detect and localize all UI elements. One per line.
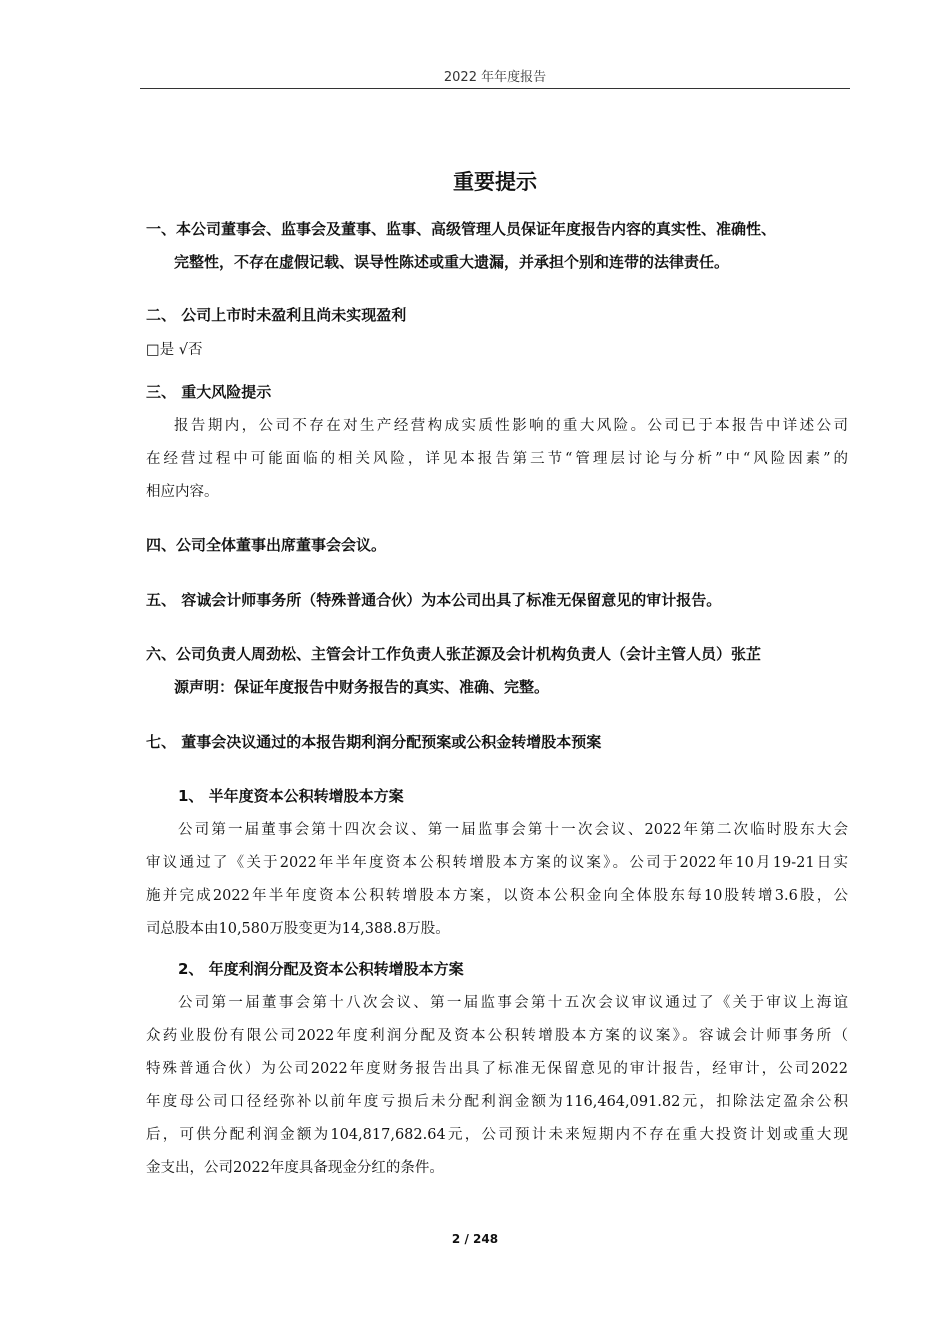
- section-6-line-1: 六、公司负责人周劲松、主管会计工作负责人张芷源及会计机构负责人（会计主管人员）张芷: [146, 645, 762, 663]
- section-2-heading: 二、 公司上市时未盈利且尚未实现盈利: [146, 306, 407, 324]
- section-7-sub-2-line-3: 特殊普通合伙）为公司2022年度财务报告出具了标准无保留意见的审计报告，经审计，公司2022: [146, 1061, 848, 1077]
- section-7-sub-2-line-5: 后，可供分配利润金额为104,817,682.64元，公司预计未来短期内不存在重大投资计划或重大现: [146, 1127, 848, 1143]
- section-7-sub-2-line-1: 公司第一届董事会第十八次会议、第一届监事会第十五次会议审议通过了《关于审议上海谊: [178, 995, 848, 1011]
- section-7-heading: 七、 董事会决议通过的本报告期利润分配预案或公积金转增股本预案: [146, 733, 602, 751]
- section-7-sub-1-line-2: 审议通过了《关于2022年半年度资本公积转增股本方案的议案》。公司于2022年10月19-21日实: [146, 855, 848, 871]
- section-1-line-1: 一、本公司董事会、监事会及董事、监事、高级管理人员保证年度报告内容的真实性、准确性、: [146, 220, 777, 238]
- section-7-sub-2-heading: 2、 年度利润分配及资本公积转增股本方案: [178, 960, 464, 978]
- section-5-text: 五、 容诚会计师事务所（特殊普通合伙）为本公司出具了标准无保留意见的审计报告。: [146, 591, 722, 609]
- section-3-line-2: 在经营过程中可能面临的相关风险，详见本报告第三节“管理层讨论与分析”中“风险因素”的: [146, 451, 848, 467]
- page-title: 重要提示: [453, 170, 537, 194]
- section-7-sub-2-line-6: 金支出，公司2022年度具备现金分红的条件。: [146, 1160, 444, 1176]
- page-header: 2022 年年度报告: [443, 70, 547, 85]
- section-7-sub-1-heading: 1、 半年度资本公积转增股本方案: [178, 787, 404, 805]
- section-3-line-1: 报告期内，公司不存在对生产经营构成实质性影响的重大风险。公司已于本报告中详述公司: [174, 418, 848, 434]
- section-7-sub-2-line-2: 众药业股份有限公司2022年度利润分配及资本公积转增股本方案的议案》。容诚会计师事务所（: [146, 1028, 848, 1044]
- section-7-sub-1-line-1: 公司第一届董事会第十四次会议、第一届监事会第十一次会议、2022年第二次临时股东大会: [178, 822, 848, 838]
- section-2-options: □是 √否: [146, 342, 203, 358]
- section-1-line-2: 完整性，不存在虚假记载、误导性陈述或重大遗漏，并承担个别和连带的法律责任。: [174, 253, 730, 271]
- section-7-sub-2-line-4: 年度母公司口径经弥补以前年度亏损后未分配利润金额为116,464,091.82元，扣除法定盈余公积: [146, 1094, 848, 1110]
- header-divider: [140, 88, 850, 89]
- section-6-line-2: 源声明：保证年度报告中财务报告的真实、准确、完整。: [174, 678, 550, 696]
- section-4-text: 四、公司全体董事出席董事会会议。: [146, 536, 387, 554]
- section-3-heading: 三、 重大风险提示: [146, 383, 272, 401]
- page-number: 2 / 248: [451, 1232, 499, 1246]
- section-7-sub-1-line-4: 司总股本由10,580万股变更为14,388.8万股。: [146, 921, 450, 937]
- section-3-line-3: 相应内容。: [146, 484, 219, 500]
- section-7-sub-1-line-3: 施并完成2022年半年度资本公积转增股本方案，以资本公积金向全体股东每10股转增3.6股，公: [146, 888, 848, 904]
